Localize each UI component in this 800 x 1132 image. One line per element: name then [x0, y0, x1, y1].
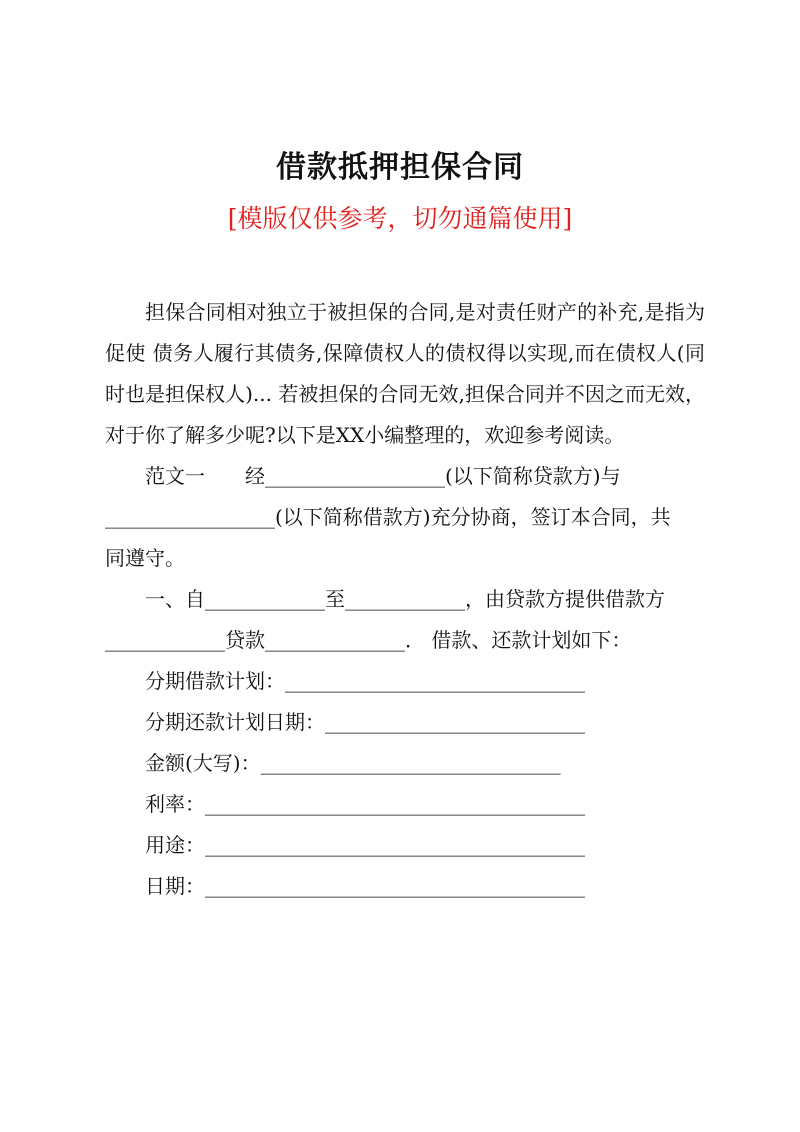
document-body — [105, 292, 705, 907]
document-title: 借款抵押担保合同 — [276, 150, 524, 185]
clause-1-line-2: ____________贷款______________． 借款、还款计划如下： — [105, 628, 632, 652]
field-purpose: 用途：______________________________________ — [145, 833, 585, 857]
field-installment-repayment-date: 分期还款计划日期：__________________________ — [145, 710, 585, 734]
field-date: 日期：______________________________________ — [145, 874, 585, 898]
sample-line-3: 同遵守。 — [105, 546, 185, 570]
template-notice: [模版仅供参考，切勿通篇使用] — [227, 204, 573, 233]
field-installment-loan-plan: 分期借款计划：______________________________ — [145, 669, 585, 693]
clause-1-line-1: 一、自____________至____________，由贷款方提供借款方 — [145, 587, 665, 611]
sample-line-1: 范文一 经__________________(以下简称贷款方)与 — [145, 464, 621, 488]
field-amount-in-words: 金额(大写)：______________________________ — [145, 751, 561, 775]
sample-line-2: _________________(以下简称借款方)充分协商，签订本合同，共 — [105, 505, 671, 529]
intro-paragraph: 担保合同相对独立于被担保的合同,是对责任财产的补充,是指为促使 债务人履行其债务,保障债权人的债权得以实现,而在债权人(同时也是担保权人)... 若被担保的合同无效,担保合同并不因之而无效，对于你了解多少呢?以下是XX小编整理的，欢迎参考阅读。 — [105, 300, 705, 447]
field-interest-rate: 利率：______________________________________ — [145, 792, 585, 816]
